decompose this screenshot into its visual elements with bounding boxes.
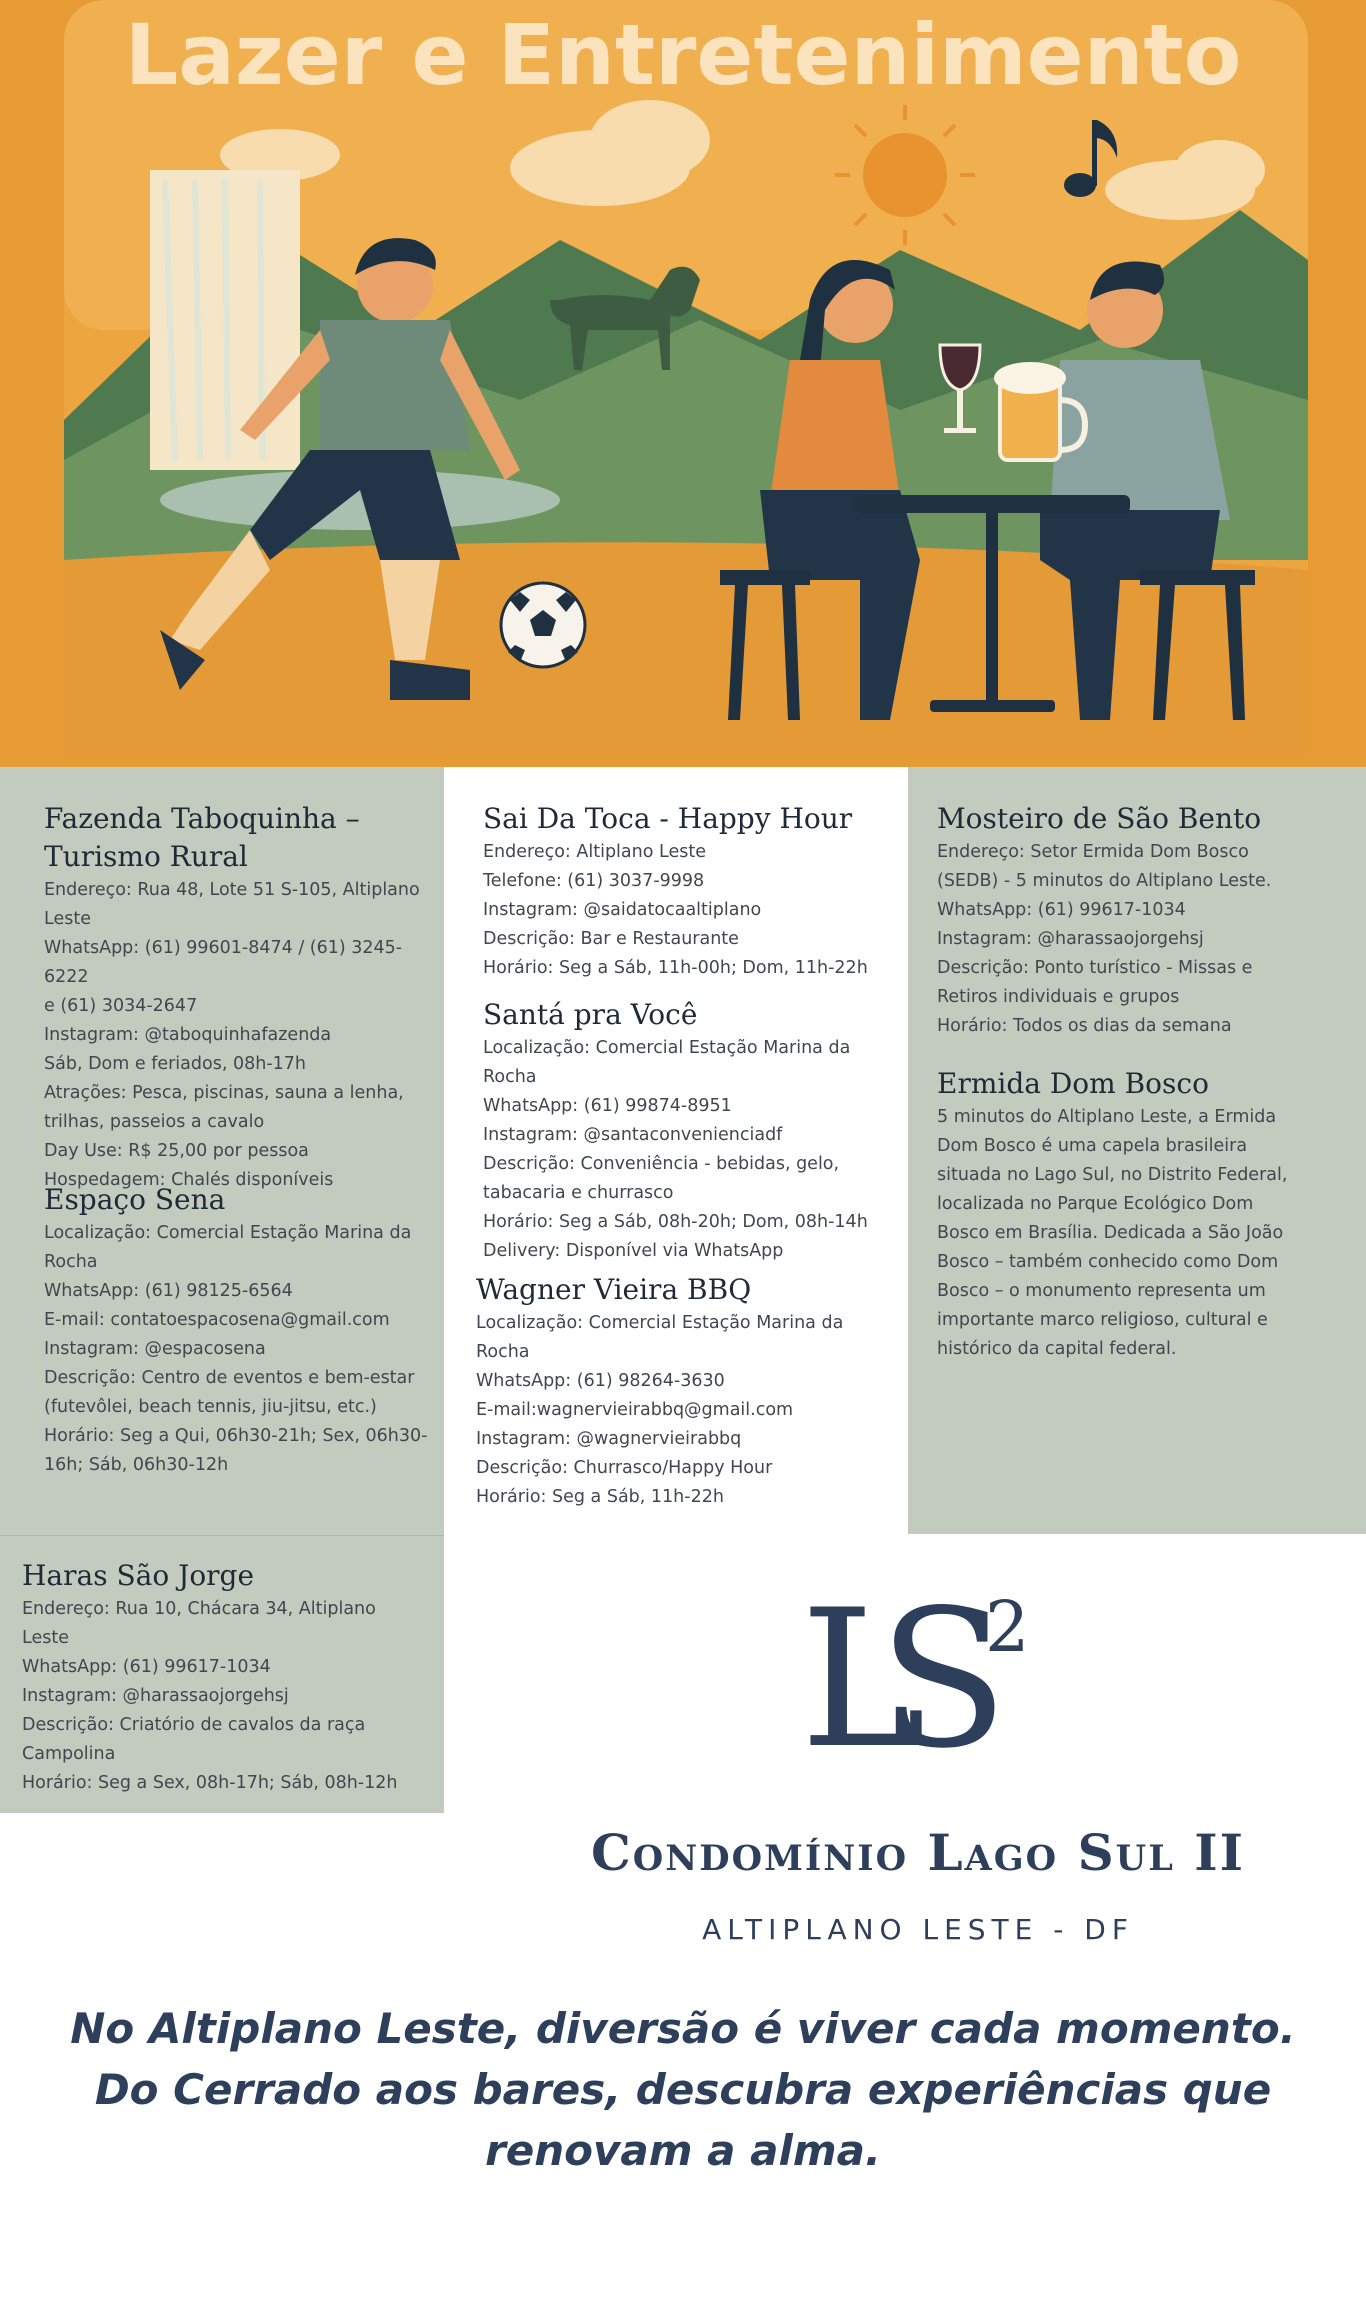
entry-sai-da-toca xyxy=(483,800,903,983)
entry-details: Localização: Comercial Estação Marina da Rocha WhatsApp: (61) 99874-8951 Instagram: @santaconvenienciadf Descrição: Conveniência - bebidas, gelo, tabacaria e churrasco Horário: Seg a Sáb, 08h-20h; Dom, 08h-14h Delivery: Disponível via WhatsApp xyxy=(483,1038,868,1261)
entry-espaco-sena xyxy=(44,1181,444,1480)
logo-mark-letters: LS xyxy=(800,1569,961,1790)
tagline-line: No Altiplano Leste, diversão é viver cada momento. xyxy=(70,2004,1296,2053)
logo-mark xyxy=(800,1565,1050,1845)
entry-title: Sai Da Toca - Happy Hour xyxy=(483,802,853,835)
entry-details: Endereço: Rua 10, Chácara 34, Altiplano Leste WhatsApp: (61) 99617-1034 Instagram: @harassaojorgehsj Descrição: Criatório de cavalos da raça Campolina Horário: Seg a Sex, 08h-17h; Sáb, 08h-12h xyxy=(22,1599,398,1793)
entry-title: Santá pra Você xyxy=(483,998,698,1031)
tagline-line: renovam a alma. xyxy=(485,2126,881,2175)
entry-title: Mosteiro de São Bento xyxy=(937,802,1262,835)
logo-location: ALTIPLANO LESTE - DF xyxy=(702,1913,1134,1946)
entry-details: Localização: Comercial Estação Marina da Rocha WhatsApp: (61) 98264-3630 E-mail:wagnervieirabbq@gmail.com Instagram: @wagnervieirabbq Descrição: Churrasco/Happy Hour Horário: Seg a Sáb, 11h-22h xyxy=(476,1313,844,1507)
entry-ermida-dom-bosco xyxy=(937,1065,1357,1364)
entry-mosteiro-sao-bento xyxy=(937,800,1357,1041)
entry-details: Endereço: Altiplano Leste Telefone: (61) 3037-9998 Instagram: @saidatocaaltiplano Descrição: Bar e Restaurante Horário: Seg a Sáb, 11h-00h; Dom, 11h-22h xyxy=(483,842,868,978)
entry-fazenda-taboquinha xyxy=(44,800,444,1195)
entry-title: Espaço Sena xyxy=(44,1183,226,1216)
entry-details: 5 minutos do Altiplano Leste, a Ermida Dom Bosco é uma capela brasileira situada no Lago Sul, no Distrito Federal, localizada no Parque Ecológico Dom Bosco em Brasília. Dedicada a São João Bosco – também conhecido como Dom Bosco – o monumento representa um importante marco religioso, cultural e histórico da capital federal. xyxy=(937,1107,1288,1359)
hero-title: Lazer e Entretenimento xyxy=(124,6,1242,104)
entry-details: Endereço: Rua 48, Lote 51 S-105, Altiplano Leste WhatsApp: (61) 99601-8474 / (61) 3245-6222 e (61) 3034-2647 Instagram: @taboquinhafazenda Sáb, Dom e feriados, 08h-17h Atrações: Pesca, piscinas, sauna a lenha, trilhas, passeios a cavalo Day Use: R$ 25,00 por pessoa Hospedagem: Chalés disponíveis xyxy=(44,880,420,1190)
condominio-logo xyxy=(470,1565,1366,1985)
logo-mark-superscript: 2 xyxy=(985,1586,1030,1668)
entry-details: Localização: Comercial Estação Marina da Rocha WhatsApp: (61) 98125-6564 E-mail: contatoespacosena@gmail.com Instagram: @espacosena Descrição: Centro de eventos e bem-estar (futevôlei, beach tennis, jiu-jitsu, etc.) Horário: Seg a Qui, 06h30-21h; Sex, 06h30- 16h; Sáb, 06h30-12h xyxy=(44,1223,428,1475)
logo-name: Condomínio Lago Sul II xyxy=(590,1823,1245,1882)
entry-wagner-vieira-bbq xyxy=(476,1271,901,1512)
tagline-line: Do Cerrado aos bares, descubra experiências que xyxy=(94,2065,1272,2114)
entry-title: Wagner Vieira BBQ xyxy=(476,1273,752,1306)
entry-title: Fazenda Taboquinha – Turismo Rural xyxy=(44,802,360,873)
tagline xyxy=(0,1998,1366,2181)
entry-title: Haras São Jorge xyxy=(22,1559,255,1592)
entry-title: Ermida Dom Bosco xyxy=(937,1067,1209,1100)
entry-details: Endereço: Setor Ermida Dom Bosco (SEDB) - 5 minutos do Altiplano Leste. WhatsApp: (61) 99617-1034 Instagram: @harassaojorgehsj Descrição: Ponto turístico - Missas e Retiros individuais e grupos Horário: Todos os dias da semana xyxy=(937,842,1272,1036)
entry-santa-pra-voce xyxy=(483,996,903,1266)
hero-illustration xyxy=(0,0,1366,767)
soccer-ball-icon xyxy=(501,583,585,667)
entry-haras-sao-jorge xyxy=(22,1557,437,1798)
hero-banner xyxy=(0,0,1366,767)
